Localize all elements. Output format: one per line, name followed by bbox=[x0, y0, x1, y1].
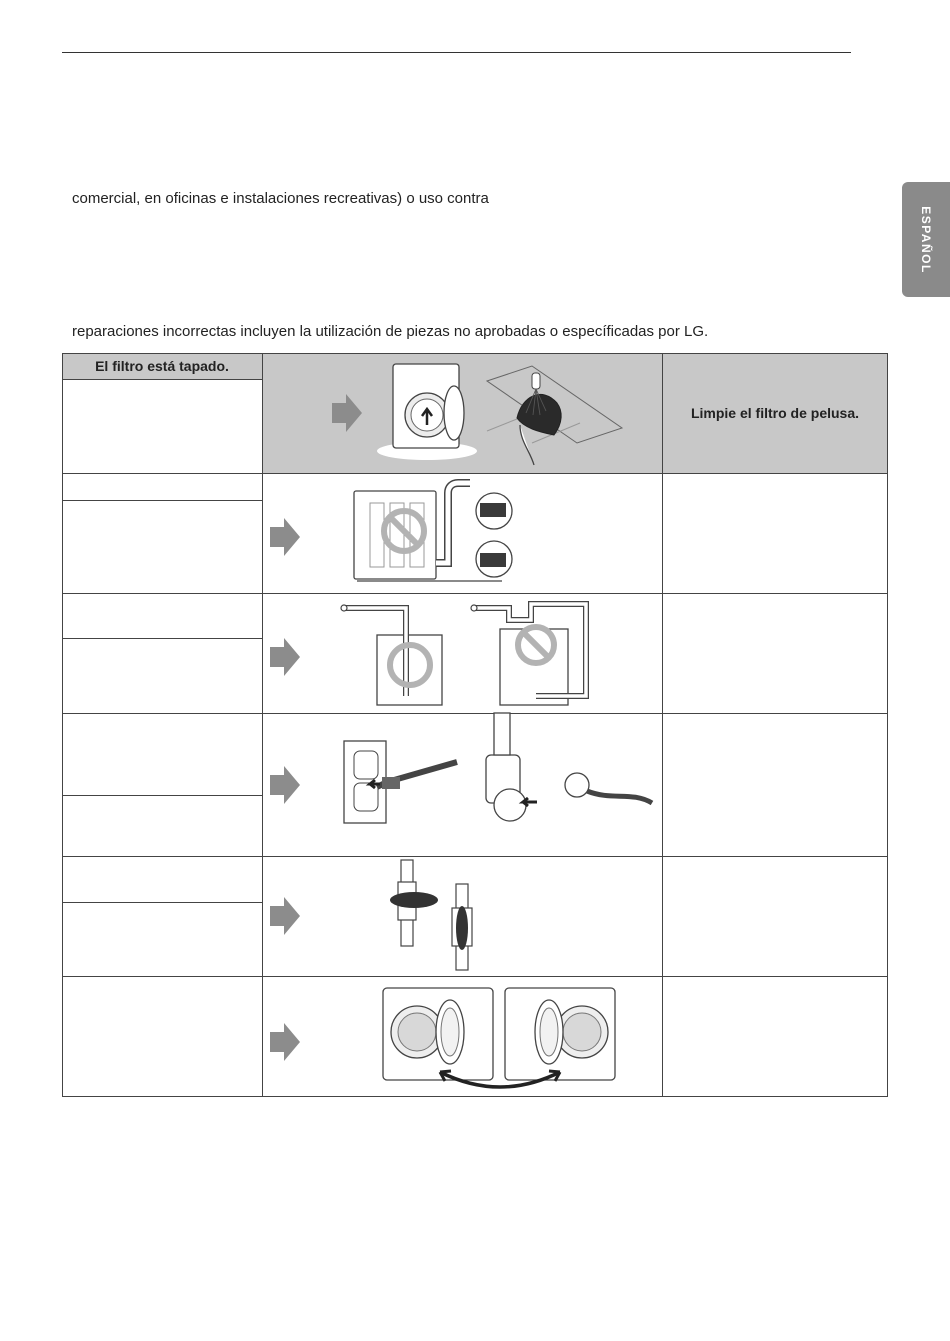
intro-line-1: comercial, en oficinas e instalaciones recreativas) o uso contra bbox=[72, 190, 489, 207]
drain-hose-illustration bbox=[262, 593, 662, 713]
power-outlet-illustration bbox=[262, 713, 662, 856]
lint-filter-illustration bbox=[262, 353, 662, 473]
warranty-exclusions-table bbox=[62, 353, 888, 1097]
language-tab-label: ESPAÑOL bbox=[919, 205, 933, 274]
header-rule bbox=[62, 52, 851, 53]
row-1-solution-text: Limpie el filtro de pelusa. bbox=[690, 405, 860, 421]
blocked-duct-illustration bbox=[262, 473, 662, 593]
subcell-divider-2 bbox=[62, 500, 262, 501]
subcell-divider-1 bbox=[62, 379, 262, 380]
door-reversal-illustration bbox=[262, 976, 662, 1096]
table-border-left bbox=[62, 353, 63, 1097]
water-valve-illustration bbox=[262, 856, 662, 976]
table-divider-2 bbox=[662, 353, 663, 1097]
table-border-right bbox=[887, 353, 888, 1097]
row-1-cause-text: El filtro está tapado. bbox=[95, 358, 229, 374]
language-tab[interactable] bbox=[902, 182, 950, 297]
intro-line-2: reparaciones incorrectas incluyen la utilización de piezas no aprobadas o específicadas por LG. bbox=[72, 323, 709, 340]
table-border-bottom bbox=[62, 1096, 888, 1097]
subcell-divider-4 bbox=[62, 795, 262, 796]
subcell-divider-3 bbox=[62, 638, 262, 639]
subcell-divider-5 bbox=[62, 902, 262, 903]
